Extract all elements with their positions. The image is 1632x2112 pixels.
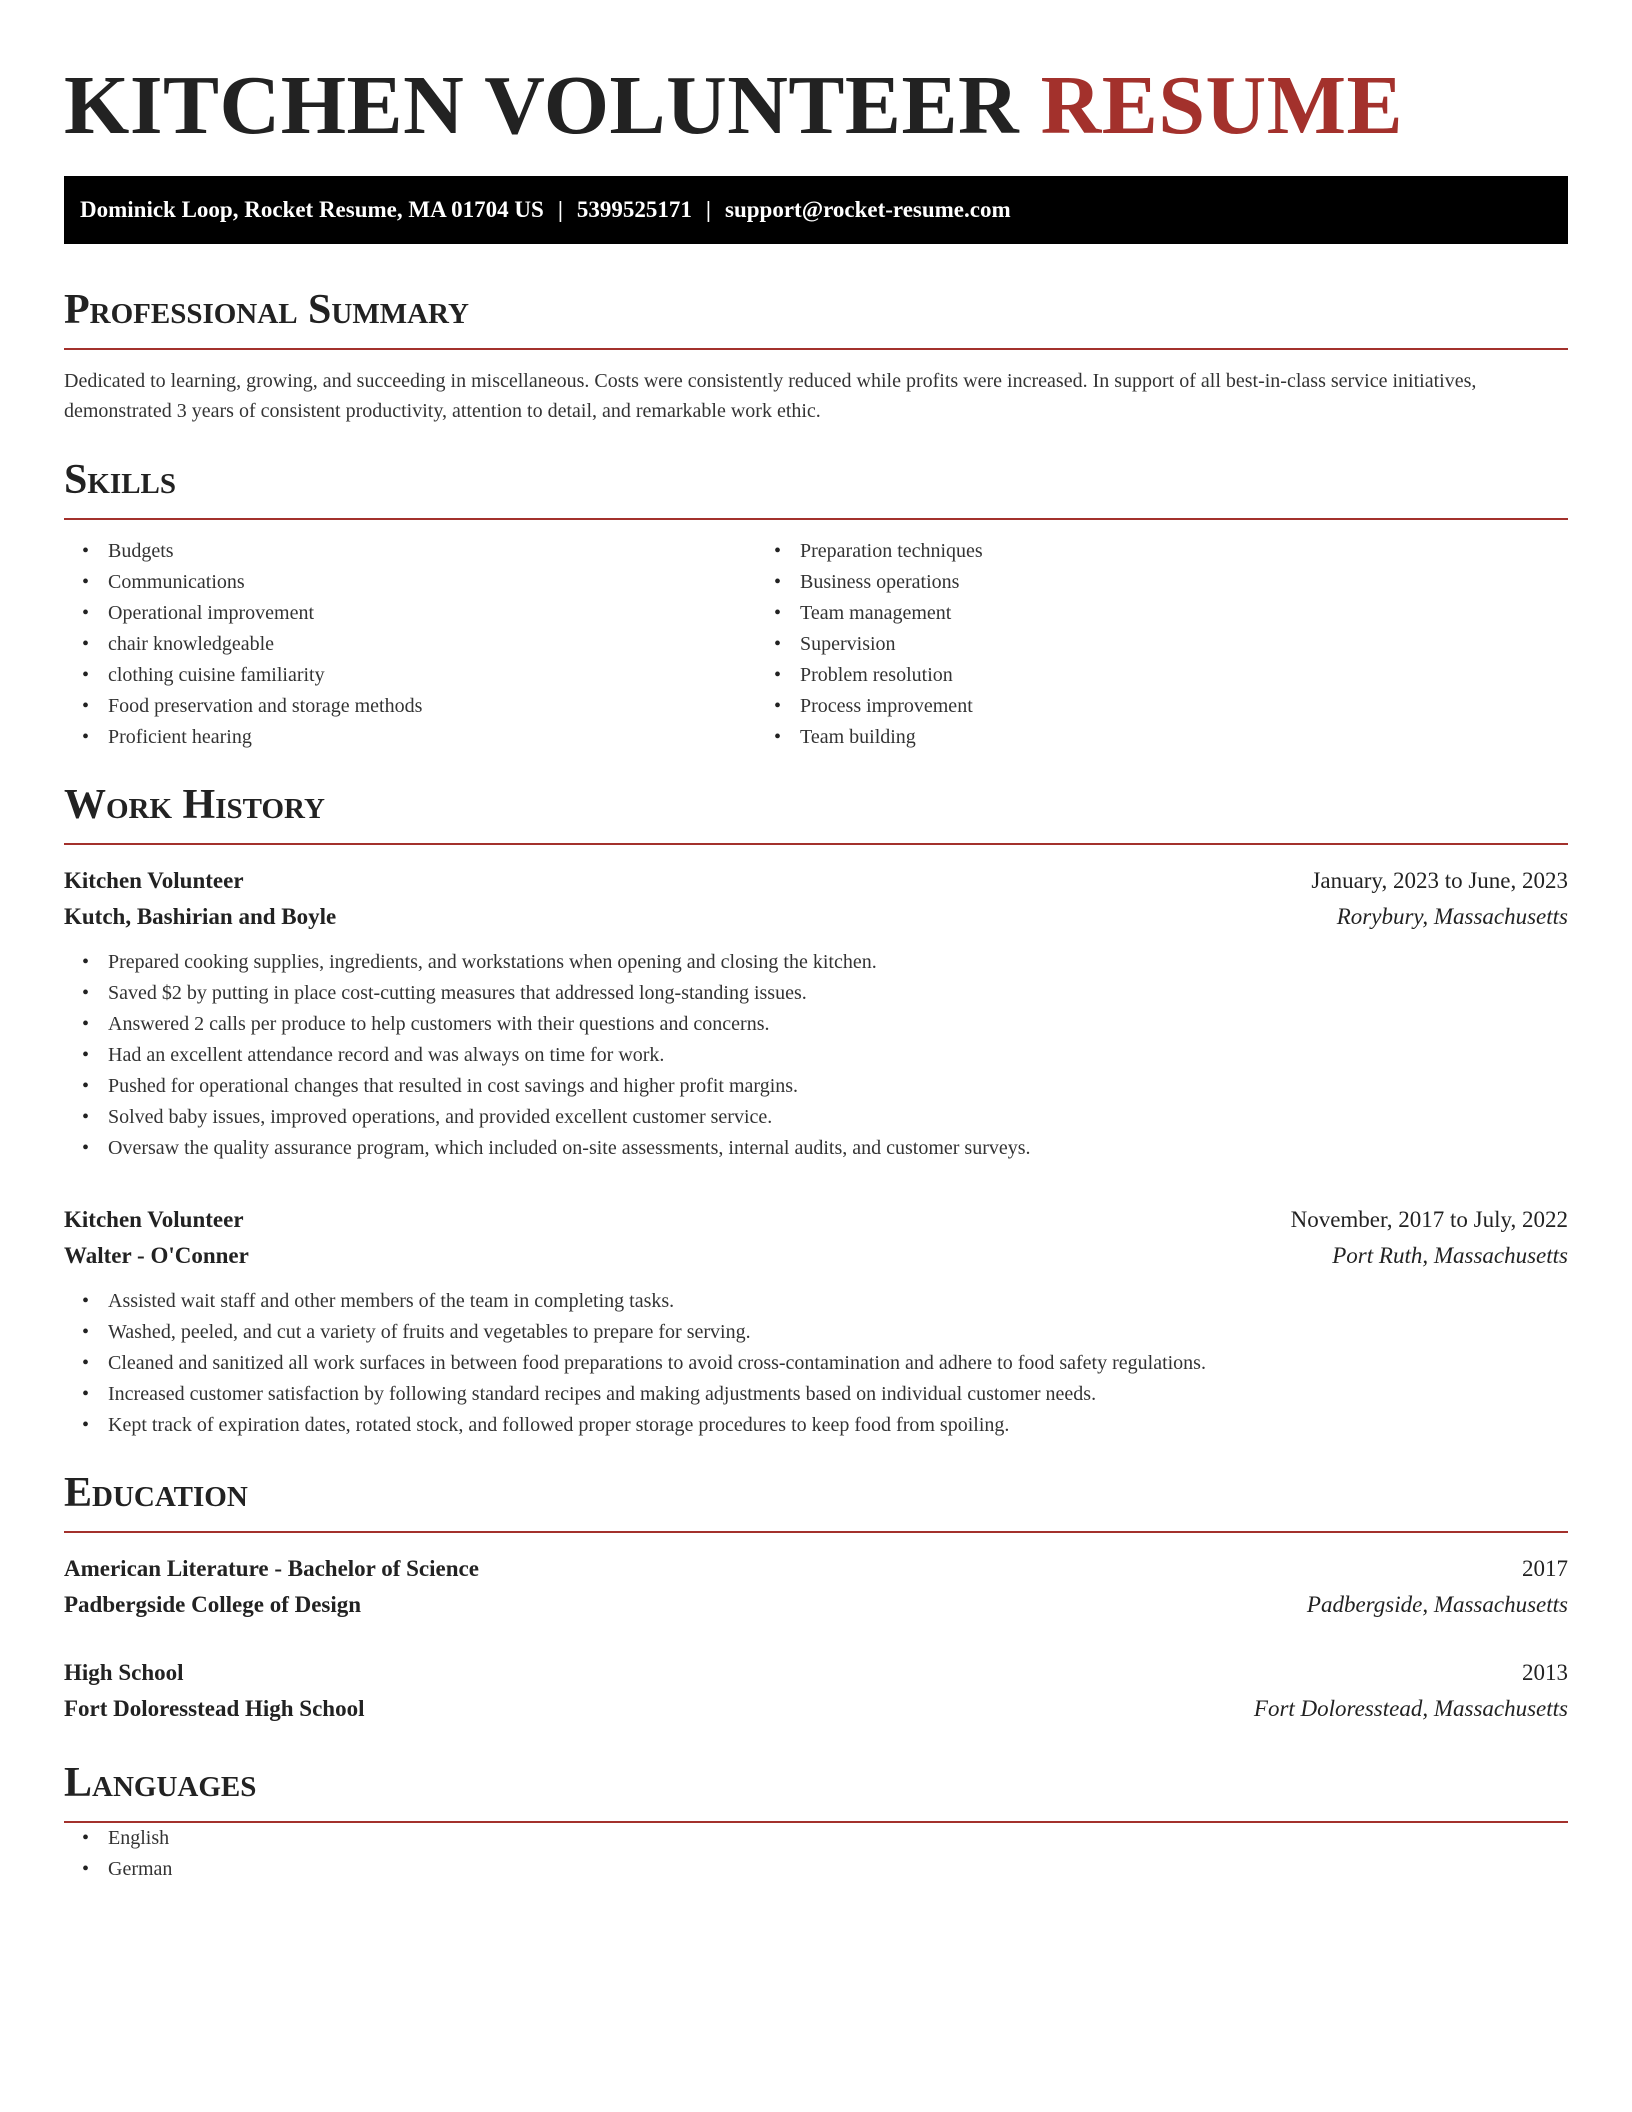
job-dates: January, 2023 to June, 2023 xyxy=(1311,868,1568,893)
job-duties xyxy=(64,1286,1568,1441)
job-title: Kitchen Volunteer xyxy=(64,1207,244,1232)
list-item: • Increased customer satisfaction by following standard recipes and making adjustments based on individual customer needs. xyxy=(108,1379,1568,1410)
languages-section xyxy=(64,1761,1568,1885)
job-company: Kutch, Bashirian and Boyle xyxy=(64,904,337,929)
contact-separator: | xyxy=(705,197,711,222)
work-history-section xyxy=(64,783,1568,1441)
resume-title xyxy=(64,56,1568,156)
contact-separator: | xyxy=(557,197,563,222)
education-school: Padbergside College of Design xyxy=(64,1592,362,1617)
job-company: Walter - O'Conner xyxy=(64,1243,249,1268)
job-title: Kitchen Volunteer xyxy=(64,868,244,893)
section-heading: Skills xyxy=(64,457,177,503)
education-entry xyxy=(64,1655,1568,1727)
contact-bar xyxy=(64,176,1568,244)
education-section xyxy=(64,1471,1568,1727)
skill-item: • Operational improvement xyxy=(108,598,760,629)
section-divider xyxy=(64,843,1568,845)
contact-phone: 5399525171 xyxy=(576,197,692,222)
education-location: Padbergside, Massachusetts xyxy=(1306,1592,1568,1617)
education-header-row xyxy=(64,1551,1568,1587)
contact-email: support@rocket-resume.com xyxy=(725,197,1011,222)
list-item: • Had an excellent attendance record and was always on time for work. xyxy=(108,1040,1568,1071)
skill-item: • Supervision xyxy=(800,629,1456,660)
languages-list xyxy=(64,1823,1568,1885)
skills-section xyxy=(64,458,1568,753)
education-entry xyxy=(64,1551,1568,1623)
skills-list-right xyxy=(760,536,1456,753)
skill-item: • Food preservation and storage methods xyxy=(108,691,760,722)
education-school-row xyxy=(64,1691,1568,1727)
education-degree: American Literature - Bachelor of Science xyxy=(64,1556,479,1581)
education-school: Fort Doloresstead High School xyxy=(64,1696,365,1721)
skill-item: • Proficient hearing xyxy=(108,722,760,753)
skills-columns xyxy=(64,536,1568,753)
list-item: • Solved baby issues, improved operations, and provided excellent customer service. xyxy=(108,1102,1568,1133)
section-heading: Professional Summary xyxy=(64,287,469,333)
summary-section xyxy=(64,288,1568,426)
section-heading: Work History xyxy=(64,782,325,828)
skill-item: • Process improvement xyxy=(800,691,1456,722)
summary-text: Dedicated to learning, growing, and succeeding in miscellaneous. Costs were consistently reduced while profits were increased. In support of all best-in-class service initiatives, demonstrated 3 years of consistent productivity, attention to detail, and remarkable work ethic. xyxy=(64,370,1477,422)
job-company-row xyxy=(64,899,1568,935)
list-item: • Saved $2 by putting in place cost-cutting measures that addressed long-standing issues. xyxy=(108,978,1568,1009)
list-item: • Prepared cooking supplies, ingredients, and workstations when opening and closing the kitchen. xyxy=(108,947,1568,978)
title-main: KITCHEN VOLUNTEER xyxy=(64,59,1020,152)
job-location: Rorybury, Massachusetts xyxy=(1336,904,1568,929)
skill-item: • Communications xyxy=(108,567,760,598)
job-company-row xyxy=(64,1238,1568,1274)
job-header-row xyxy=(64,863,1568,899)
skill-item: • Budgets xyxy=(108,536,760,567)
skill-item: • Preparation techniques xyxy=(800,536,1456,567)
job-entry xyxy=(64,863,1568,1164)
education-year: 2017 xyxy=(1522,1556,1568,1581)
job-duties xyxy=(64,947,1568,1164)
list-item: • Kept track of expiration dates, rotated stock, and followed proper storage procedures to keep food from spoiling. xyxy=(108,1410,1568,1441)
skill-item: • Team management xyxy=(800,598,1456,629)
education-location: Fort Doloresstead, Massachusetts xyxy=(1253,1696,1568,1721)
list-item: • Oversaw the quality assurance program, which included on-site assessments, internal audits, and customer surveys. xyxy=(108,1133,1568,1164)
list-item: • Washed, peeled, and cut a variety of fruits and vegetables to prepare for serving. xyxy=(108,1317,1568,1348)
section-divider xyxy=(64,348,1568,350)
section-heading: Education xyxy=(64,1470,248,1516)
job-location: Port Ruth, Massachusetts xyxy=(1332,1243,1568,1268)
job-header-row xyxy=(64,1202,1568,1238)
skill-item: • chair knowledgeable xyxy=(108,629,760,660)
list-item: • Answered 2 calls per produce to help customers with their questions and concerns. xyxy=(108,1009,1568,1040)
job-dates: November, 2017 to July, 2022 xyxy=(1290,1207,1568,1232)
language-item: • English xyxy=(108,1823,1568,1854)
section-divider xyxy=(64,518,1568,520)
section-heading: Languages xyxy=(64,1760,257,1806)
list-item: • Cleaned and sanitized all work surfaces in between food preparations to avoid cross-contamination and adhere to food safety regulations. xyxy=(108,1348,1568,1379)
language-item: • German xyxy=(108,1854,1568,1885)
list-item: • Pushed for operational changes that resulted in cost savings and higher profit margins. xyxy=(108,1071,1568,1102)
skill-item: • Team building xyxy=(800,722,1456,753)
skill-item: • Problem resolution xyxy=(800,660,1456,691)
title-accent: RESUME xyxy=(1040,59,1404,152)
skill-item: • clothing cuisine familiarity xyxy=(108,660,760,691)
contact-address: Dominick Loop, Rocket Resume, MA 01704 US xyxy=(80,197,544,222)
section-divider xyxy=(64,1531,1568,1533)
education-school-row xyxy=(64,1587,1568,1623)
list-item: • Assisted wait staff and other members of the team in completing tasks. xyxy=(108,1286,1568,1317)
job-entry xyxy=(64,1202,1568,1441)
education-header-row xyxy=(64,1655,1568,1691)
education-degree: High School xyxy=(64,1660,184,1685)
skills-list-left xyxy=(64,536,760,753)
skill-item: • Business operations xyxy=(800,567,1456,598)
education-year: 2013 xyxy=(1522,1660,1568,1685)
